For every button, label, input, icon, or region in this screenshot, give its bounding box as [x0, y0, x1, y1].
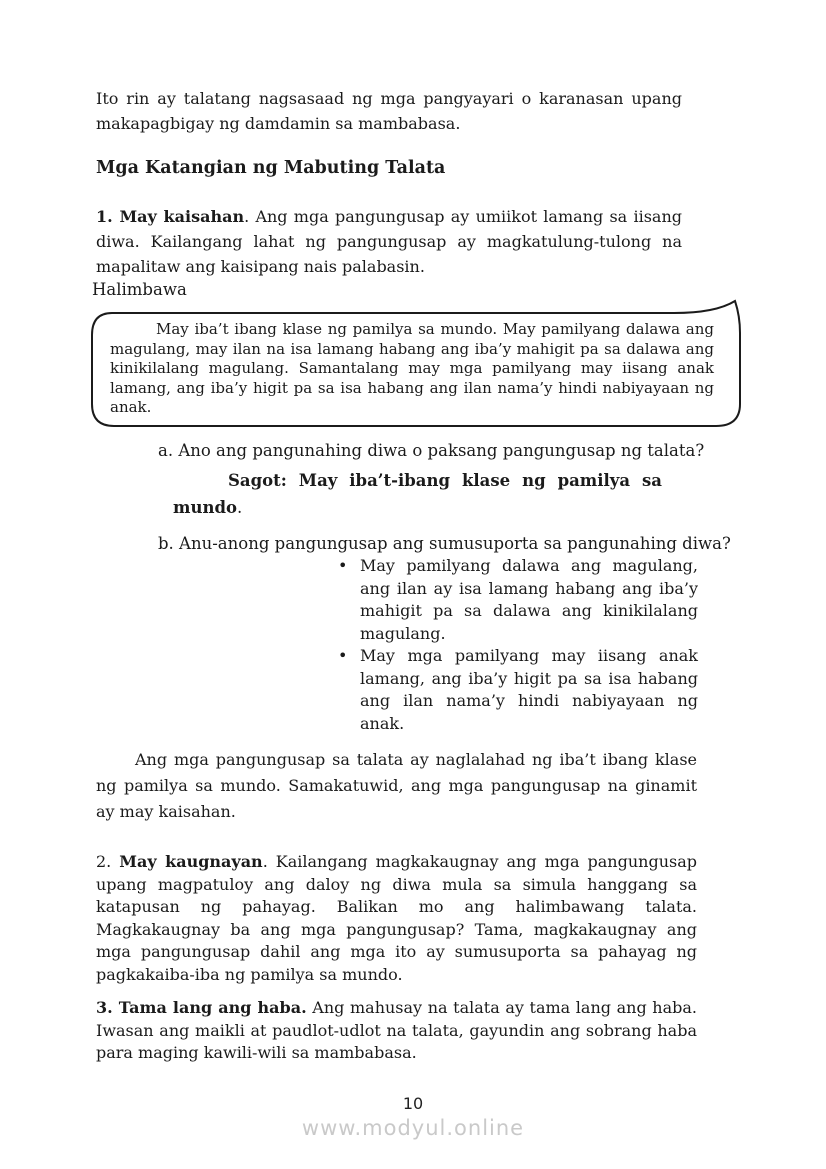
section-1-body: . Ang mga pangungusap ay umiikot lamang sa iisang diwa. Kailangang lahat ng pangungusap ay magkatulung-tulong na mapalitaw ang kaisipang nais palabasin. — [96, 207, 683, 276]
bullet-icon: • — [338, 646, 348, 665]
section-3-body: Ang mahusay na talata ay tama lang ang haba. Iwasan ang maikli at paudlot-udlot na talata, gayundin ang sobrang haba para maging kawili-wili sa mambabasa. — [96, 998, 697, 1062]
section-2-lead: 2. — [96, 852, 120, 871]
section-2-body: . Kailangang magkakaugnay ang mga pangungusap upang magpatuloy ang daloy ng diwa mula sa simula hanggang sa katapusan ng pahayag. Balikan mo ang halimbawang talata. Magkakaugnay ba ang mga pangungusap? Tama, magkakaugnay ang mga pangungusap dahil ang mga ito ay sumusuporta sa pahayag ng pagkakaiba-iba ng pamilya sa mundo. — [96, 852, 697, 984]
section-3-paragraph — [96, 997, 697, 1065]
example-box-text: May iba’t ibang klase ng pamilya sa mundo. May pamilyang dalawa ang magulang, may ilan na isa lamang habang ang iba’y mahigit pa sa dalawa ang kinikilalang magulang. Samantalang may mga pamilyang may iisang anak lamang, ang iba’y higit pa sa isa habang ang ilan nama’y hindi nabiyayaan ng anak. — [110, 320, 714, 416]
conclusion-paragraph: Ang mga pangungusap sa talata ay naglalahad ng iba’t ibang klase ng pamilya sa mundo. Samakatuwid, ang mga pangungusap na ginamit ay may kaisahan. — [96, 750, 697, 821]
section-heading: Mga Katangian ng Mabuting Talata — [96, 158, 446, 178]
list-item — [338, 555, 698, 645]
section-3-title: 3. Tama lang ang haba. — [96, 998, 307, 1017]
list-item-text: May pamilyang dalawa ang magulang, ang ilan ay isa lamang habang ang iba’y mahigit pa sa dalawa ang kinikilalang magulang. — [360, 556, 698, 643]
question-b: b. Anu-anong pangungusap ang sumusuporta sa pangunahing diwa? — [158, 534, 731, 553]
intro-paragraph: Ito rin ay talatang nagsasaad ng mga pangyayari o karanasan upang makapagbigay ng damdamin sa mambabasa. — [96, 89, 682, 133]
bullet-icon: • — [338, 556, 348, 575]
section-2-title: May kaugnayan — [119, 852, 263, 871]
supporting-sentences-list — [338, 555, 698, 735]
section-1-paragraph — [96, 204, 682, 279]
page-number: 10 — [402, 1094, 424, 1113]
question-a: a. Ano ang pangunahing diwa o paksang pangungusap ng talata? — [158, 441, 705, 460]
example-label: Halimbawa — [92, 280, 187, 299]
watermark: www.modyul.online — [301, 1116, 525, 1140]
list-item — [338, 645, 698, 735]
list-item-text: May mga pamilyang may iisang anak lamang, ang iba’y higit pa sa isa habang ang ilan nama’y hindi nabiyayaan ng anak. — [360, 646, 698, 733]
example-box — [88, 307, 744, 432]
answer-a-bold: Sagot: May iba’t-ibang klase ng pamilya sa mundo — [173, 471, 662, 517]
section-1-title: 1. May kaisahan — [96, 207, 245, 226]
answer-a — [173, 467, 662, 521]
section-2-paragraph — [96, 851, 697, 986]
answer-a-period: . — [237, 498, 243, 517]
